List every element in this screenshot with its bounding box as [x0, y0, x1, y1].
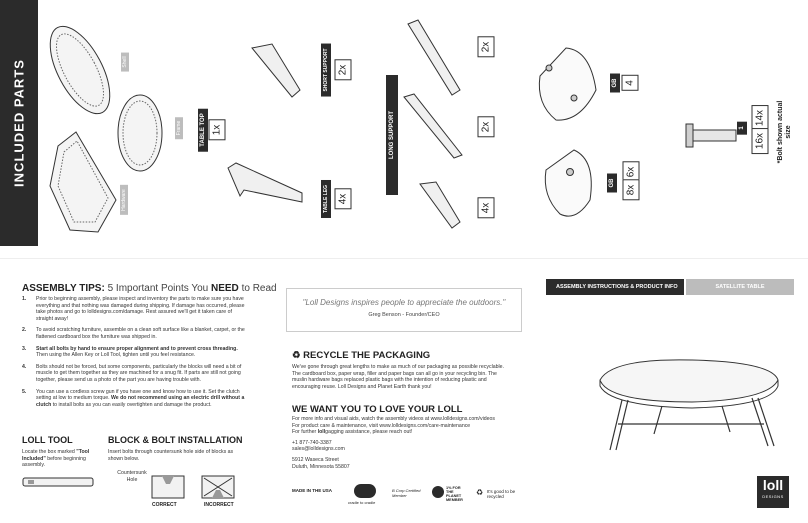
table-top-hardware-image	[50, 132, 116, 232]
long-support-qty-c: 4x	[478, 198, 495, 219]
countersunk-label: Countersunk Hole	[117, 470, 147, 483]
long-support-label: LONG SUPPORT	[389, 110, 395, 160]
tips-title: ASSEMBLY TIPS:	[22, 283, 105, 294]
short-support-image	[252, 44, 300, 97]
correct-label: CORRECT	[152, 502, 177, 508]
bcorp-badge: B Corp Certified Member	[392, 488, 421, 498]
tag-frame: Frame	[175, 117, 183, 139]
table-leg-image	[228, 163, 302, 202]
parts-illustrations	[0, 0, 808, 258]
cradle-badge: cradle to cradle	[348, 500, 376, 505]
bolt-note: *Bolt shown actual size	[777, 100, 792, 164]
short-support-qty: 2x	[335, 60, 352, 81]
incorrect-label: INCORRECT	[204, 502, 234, 508]
bolt-qty-b: 16x	[752, 128, 769, 154]
love-heading: WE WANT YOU TO LOVE YOUR LOLL	[292, 404, 463, 415]
table-leg-label: TABLE LEG	[321, 180, 331, 218]
tip-item: 4. Bolts should not be forced, but some components, particularly the blocks will need a bit of muscle to get them together as they are machined for a snug fit. If parts are still not going together, please send us a photo of the part you are having trouble with.	[22, 363, 242, 383]
recycle-icon: ♻	[292, 350, 301, 361]
tip-item: 2. To avoid scratching furniture, assemble on a clean soft surface like a blanket, carpet, or the flattened cardboard box the furniture was shipped in.	[22, 327, 245, 340]
long-support-qty-b: 2x	[478, 117, 495, 138]
recycle-heading: ♻ RECYCLE THE PACKAGING	[292, 350, 431, 361]
tips-list	[22, 296, 250, 413]
block-b-qty-a: 6x	[623, 162, 640, 183]
instructions-header: ASSEMBLY INSTRUCTIONS & PRODUCT INFO	[546, 279, 684, 295]
founder-quote	[286, 288, 522, 332]
bolt-tag: 1	[737, 121, 747, 134]
short-support-label: SHORT SUPPORT	[321, 43, 331, 96]
table-leg-qty: 4x	[335, 189, 352, 210]
block-b-image	[545, 150, 591, 216]
tip-item: 1. Prior to beginning assembly, please inspect and inventory the parts to make sure you have everything and that nothing was damaged during shipping. If damage has occurred, please take photos and go to lolldesigns.com/damage. Rest assured we'll get it taken care of straight away!	[22, 296, 245, 322]
table-top-shell-image	[38, 17, 122, 122]
recycled-badge: It's good to be recycled	[487, 489, 516, 499]
satellite-table-image	[592, 340, 792, 460]
made-in-usa-badge: MADE IN THE USA	[292, 488, 333, 493]
quote-author: Greg Benson - Founder/CEO	[368, 312, 440, 318]
bolt-qty-a: 14x	[752, 105, 769, 131]
loll-tool-image	[22, 474, 102, 490]
assembly-tips-heading	[22, 283, 277, 294]
loll-tool-text: Locate the box marked "Tool Included" before beginning assembly.	[22, 449, 90, 469]
tip-item: 3. Start all bolts by hand to ensure proper alignment and to prevent cross threading. Then using the Allen Key or Loll Tool, tighten until you feel resistance.	[22, 345, 238, 359]
long-support-images	[404, 20, 462, 228]
bolt-image	[686, 124, 736, 147]
block-bolt-diagram	[150, 470, 240, 506]
tip-item: 5. You can use a cordless screw gun if you have one and know how to use it. Set the clutch setting at low to medium torque. We do not recommend using an electric drill without a clutch to install bolts as you can easily overtighten and damage the product.	[22, 388, 245, 408]
tips-subtitle-bold: NEED	[211, 283, 239, 294]
table-top-frame-image	[118, 95, 162, 171]
block-a-qty: 4	[622, 75, 639, 91]
planet-icon	[432, 486, 444, 498]
block-a-image	[539, 48, 596, 120]
planet-badge: 1% FOR THE PLANET MEMBER	[446, 486, 463, 502]
product-name-header: SATELLITE TABLE	[686, 279, 794, 295]
table-top-qty: 1x	[209, 120, 226, 141]
block-bolt-text: Insert bolts through countersunk hole side of blocks as shown below.	[108, 449, 234, 462]
loll-logo: loll DESIGNS	[757, 476, 789, 508]
block-b-tag: GB	[607, 174, 617, 193]
cradle-icon	[354, 484, 376, 498]
included-parts-title: INCLUDED PARTS	[11, 59, 27, 187]
tag-hardware: Hardware	[120, 185, 128, 215]
tag-shell: Shell	[121, 52, 129, 71]
table-top-label: TABLE TOP	[198, 108, 208, 151]
fold-line	[0, 258, 808, 259]
loll-tool-heading: LOLL TOOL	[22, 435, 73, 445]
recycle-text: We've gone through great lengths to make as much of our packaging as possible recyclable. The cardboard box, paper wrap, filler and paper bags can all go in your recycling bin. The muslin hardware bags replaced plastic bags with the intention of reducing plastic and encouraging reuse. Loll Designs and Planet Earth thank you!	[292, 364, 504, 390]
block-b-qty-b: 8x	[623, 180, 640, 201]
tips-subtitle-pre: 5 Important Points You	[107, 283, 211, 294]
block-a-tag: GB	[610, 74, 620, 93]
tips-subtitle-post: to Read	[238, 283, 277, 294]
recycled-icon: ♻	[476, 488, 484, 497]
love-text: For more info and visual aids, watch the assembly videos at www.lolldesigns.com/videos For product care & maintenance, visit www.lolldesigns.com/care-maintenance For further lollgagging assistance, please reach out! +1 877-740-3387 sales@lolldesigns.com 5912 Waseca Street Duluth, Minnesota 55807	[292, 416, 495, 470]
long-support-qty-a: 2x	[478, 37, 495, 58]
quote-text: "Loll Designs inspires people to appreciate the outdoors."	[302, 298, 506, 307]
block-bolt-heading: BLOCK & BOLT INSTALLATION	[108, 435, 243, 445]
